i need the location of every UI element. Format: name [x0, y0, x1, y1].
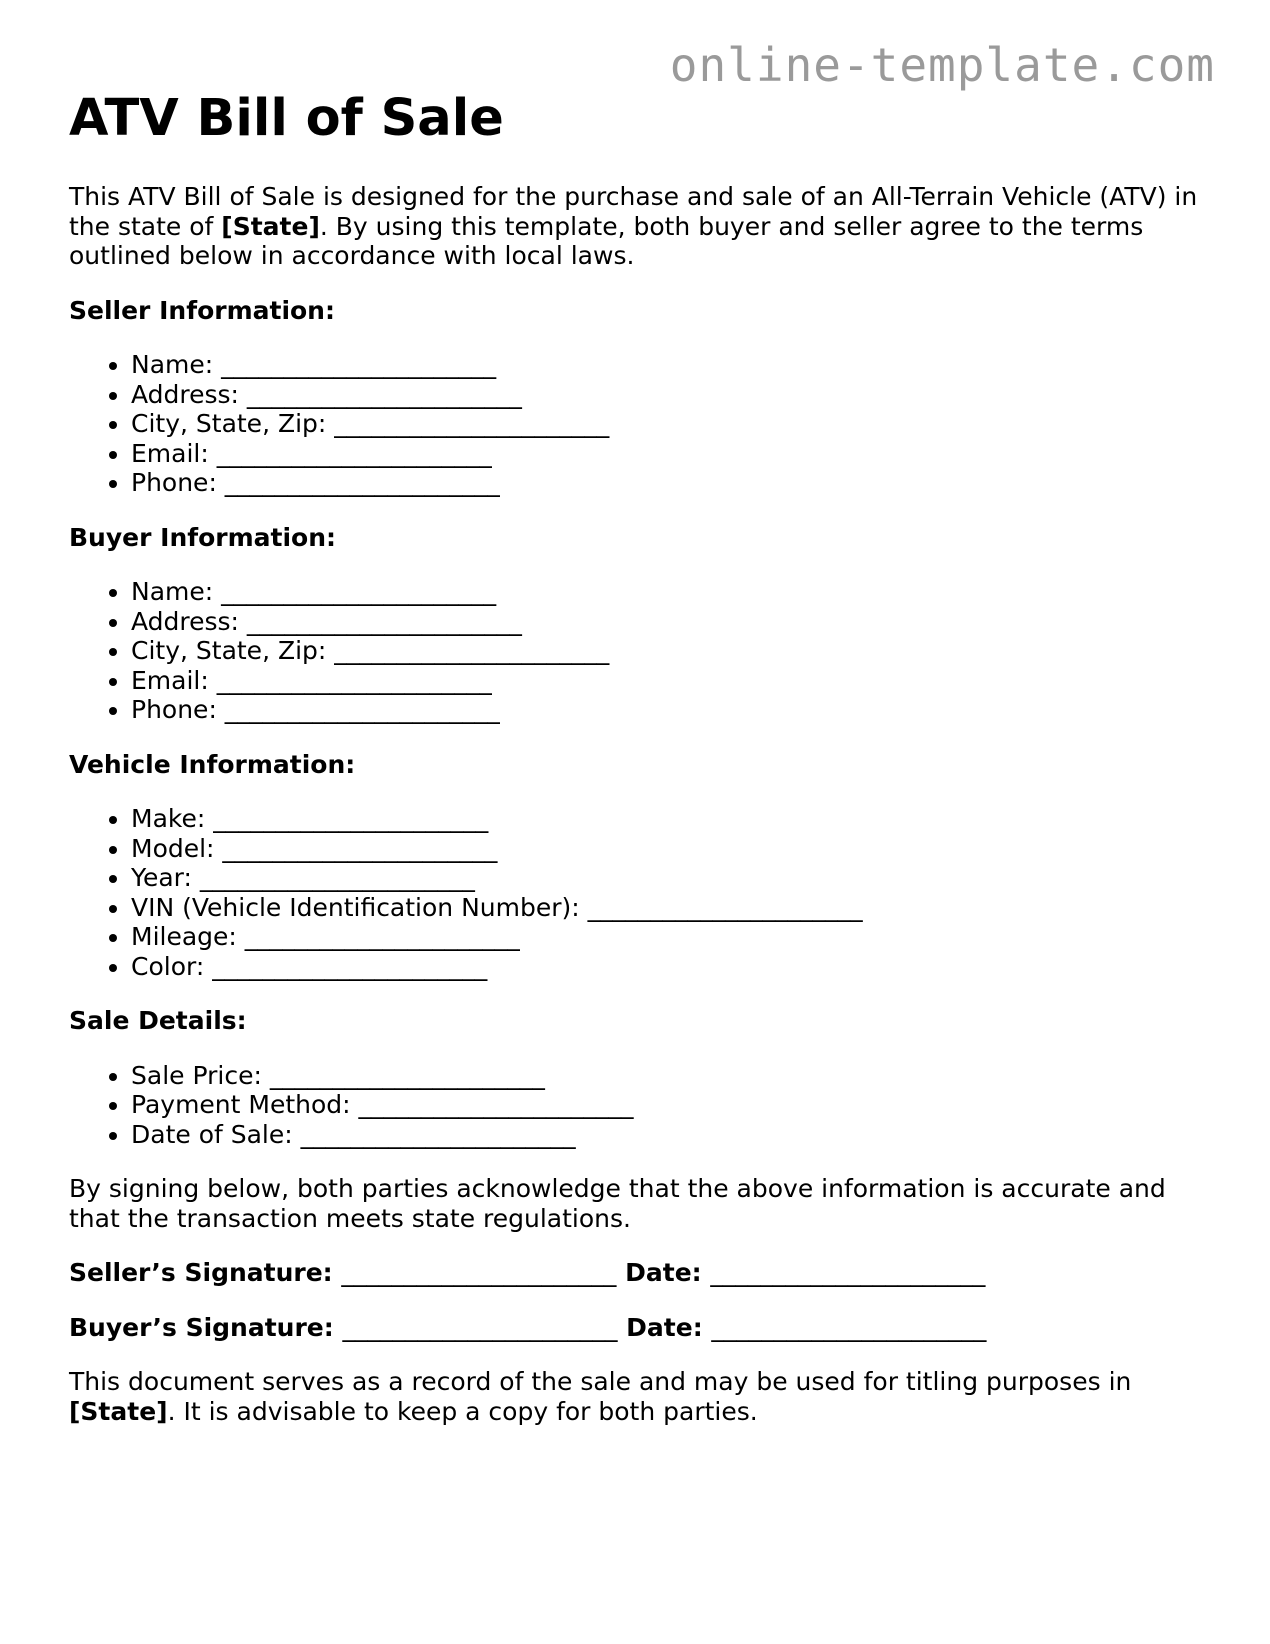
list-item: • Name: ______________________: [131, 577, 1209, 607]
vehicle-list: [69, 804, 1209, 981]
seller-heading: Seller Information:: [69, 295, 335, 325]
list-item: • VIN (Vehicle Identification Number): ______________________: [131, 893, 1209, 923]
list-item: • Make: ______________________: [131, 804, 1209, 834]
buyer-signature-blank: ______________________: [342, 1312, 618, 1342]
intro-paragraph: [69, 182, 1209, 271]
acknowledgement-paragraph: By signing below, both parties acknowledge that the above information is accurate and that the transaction meets state regulations.: [69, 1174, 1166, 1233]
buyer-date-blank: ______________________: [711, 1312, 987, 1342]
sale-heading: Sale Details:: [69, 1006, 247, 1035]
list-item: • City, State, Zip: ______________________: [131, 636, 1209, 666]
buyer-date-label: Date:: [626, 1312, 703, 1342]
list-item: • Address: ______________________: [131, 380, 1209, 410]
list-item: • City, State, Zip: ______________________: [131, 409, 1209, 439]
intro-text: This ATV Bill of Sale is designed for the purchase and sale of an All-Terrain Vehicle (ATV) in the state of: [69, 182, 1198, 241]
closing-text: This document serves as a record of the sale and may be used for titling purposes in: [69, 1367, 1132, 1396]
vehicle-heading: Vehicle Information:: [69, 749, 356, 779]
seller-list: [69, 350, 1209, 498]
closing-paragraph: [69, 1367, 1209, 1426]
buyer-signature-label: Buyer’s Signature:: [69, 1312, 334, 1342]
closing-text-end: . It is advisable to keep a copy for both parties.: [167, 1396, 758, 1426]
sale-list: [69, 1061, 1209, 1150]
list-item: • Phone: ______________________: [131, 468, 1209, 498]
list-item: • Phone: ______________________: [131, 695, 1209, 725]
list-item: • Mileage: ______________________: [131, 922, 1209, 952]
list-item: • Email: ______________________: [131, 439, 1209, 469]
seller-signature-blank: ______________________: [341, 1258, 617, 1287]
list-item: • Name: ______________________: [131, 350, 1209, 380]
buyer-list: [69, 577, 1209, 725]
list-item: • Model: ______________________: [131, 834, 1209, 864]
list-item: • Email: ______________________: [131, 666, 1209, 696]
list-item: • Color: ______________________: [131, 952, 1209, 982]
list-item: • Sale Price: ______________________: [131, 1061, 1209, 1091]
watermark: online-template.com: [669, 38, 1215, 92]
seller-signature-line: [69, 1258, 1209, 1288]
list-item: • Date of Sale: ______________________: [131, 1120, 1209, 1150]
buyer-signature-line: [69, 1313, 1209, 1343]
page-title: ATV Bill of Sale: [69, 89, 504, 148]
seller-signature-label: Seller’s Signature:: [69, 1258, 333, 1287]
seller-date-blank: ______________________: [710, 1258, 986, 1287]
list-item: • Year: ______________________: [131, 863, 1209, 893]
buyer-heading: Buyer Information:: [69, 522, 337, 552]
intro-text-end: . By using this template, both buyer and seller agree to the terms outlined below in accordance with local laws.: [69, 211, 1144, 270]
state-placeholder: [State]: [221, 211, 320, 241]
state-placeholder: [State]: [69, 1396, 168, 1426]
list-item: • Payment Method: ______________________: [131, 1090, 1209, 1120]
document-body: [69, 182, 1209, 1426]
list-item: • Address: ______________________: [131, 607, 1209, 637]
seller-date-label: Date:: [625, 1258, 702, 1287]
